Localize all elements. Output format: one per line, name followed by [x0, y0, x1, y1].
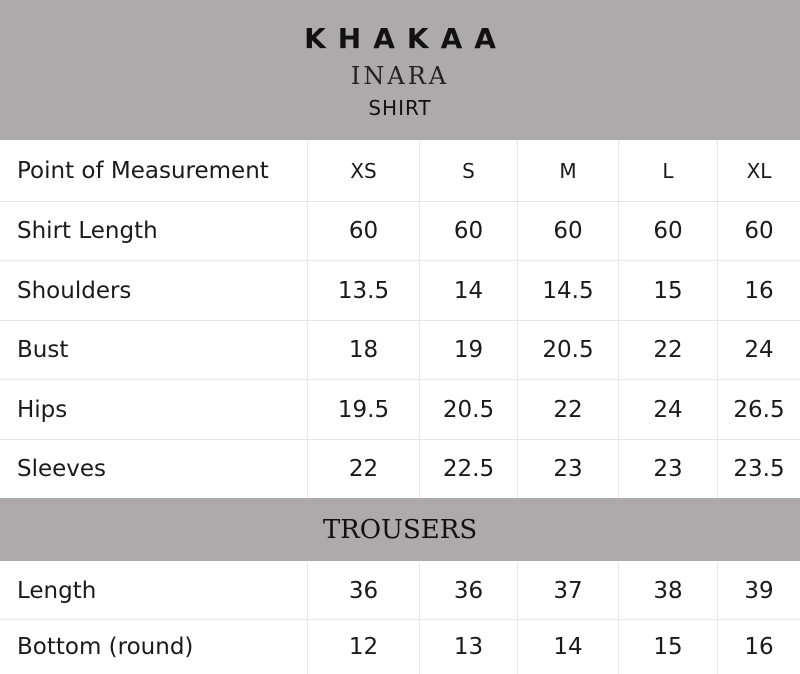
row-label: Bottom (round): [17, 634, 194, 660]
table-cell: 22.5: [419, 440, 517, 498]
table-cell: 38: [618, 562, 717, 619]
table-row: [0, 380, 800, 440]
table-cell: 14: [517, 620, 618, 674]
table-row: [0, 202, 800, 261]
table-cell: 24: [717, 321, 800, 379]
table-cell: 60: [307, 202, 419, 260]
column-header-xl: XL: [717, 141, 800, 201]
table-cell: 12: [307, 620, 419, 674]
table-cell: 19.5: [307, 380, 419, 439]
table-row: [0, 261, 800, 321]
row-label: Length: [17, 577, 97, 604]
column-header-s: S: [419, 141, 517, 201]
table-cell: 37: [517, 562, 618, 619]
table-cell: 20.5: [419, 380, 517, 439]
table-cell: 16: [717, 620, 800, 674]
table-cell: 14: [419, 261, 517, 320]
table-cell: 14.5: [517, 261, 618, 320]
table-row: [0, 440, 800, 498]
table-cell: 36: [419, 562, 517, 619]
table-cell: 23: [517, 440, 618, 498]
table-cell: 24: [618, 380, 717, 439]
brand-logo: KHAKAA: [304, 22, 508, 55]
collection-name: INARA: [350, 62, 450, 90]
table-cell: 18: [307, 321, 419, 379]
table-cell: 60: [618, 202, 717, 260]
table-cell: 23: [618, 440, 717, 498]
table-cell: 15: [618, 620, 717, 674]
header-banner: [0, 0, 800, 140]
garment-type: SHIRT: [368, 96, 432, 120]
table-cell: 26.5: [717, 380, 800, 439]
row-label: Bust: [17, 337, 69, 363]
table-cell: 22: [517, 380, 618, 439]
column-header-m: M: [517, 141, 618, 201]
table-row: [0, 562, 800, 620]
table-header-row: [0, 141, 800, 202]
column-header-measurement: Point of Measurement: [17, 158, 269, 184]
table-cell: 22: [307, 440, 419, 498]
table-cell: 60: [517, 202, 618, 260]
table-row: [0, 620, 800, 674]
column-header-l: L: [618, 141, 717, 201]
table-cell: 20.5: [517, 321, 618, 379]
trousers-section-title: TROUSERS: [0, 498, 800, 561]
table-cell: 16: [717, 261, 800, 320]
table-cell: 13.5: [307, 261, 419, 320]
table-cell: 60: [717, 202, 800, 260]
table-cell: 19: [419, 321, 517, 379]
row-label: Shoulders: [17, 277, 132, 304]
table-row: [0, 321, 800, 380]
table-cell: 39: [717, 562, 800, 619]
table-cell: 23.5: [717, 440, 800, 498]
row-label: Sleeves: [17, 456, 107, 482]
column-header-xs: XS: [307, 141, 419, 201]
table-cell: 13: [419, 620, 517, 674]
row-label: Hips: [17, 396, 68, 423]
table-cell: 60: [419, 202, 517, 260]
row-label: Shirt Length: [17, 218, 158, 244]
table-cell: 22: [618, 321, 717, 379]
table-cell: 36: [307, 562, 419, 619]
table-cell: 15: [618, 261, 717, 320]
